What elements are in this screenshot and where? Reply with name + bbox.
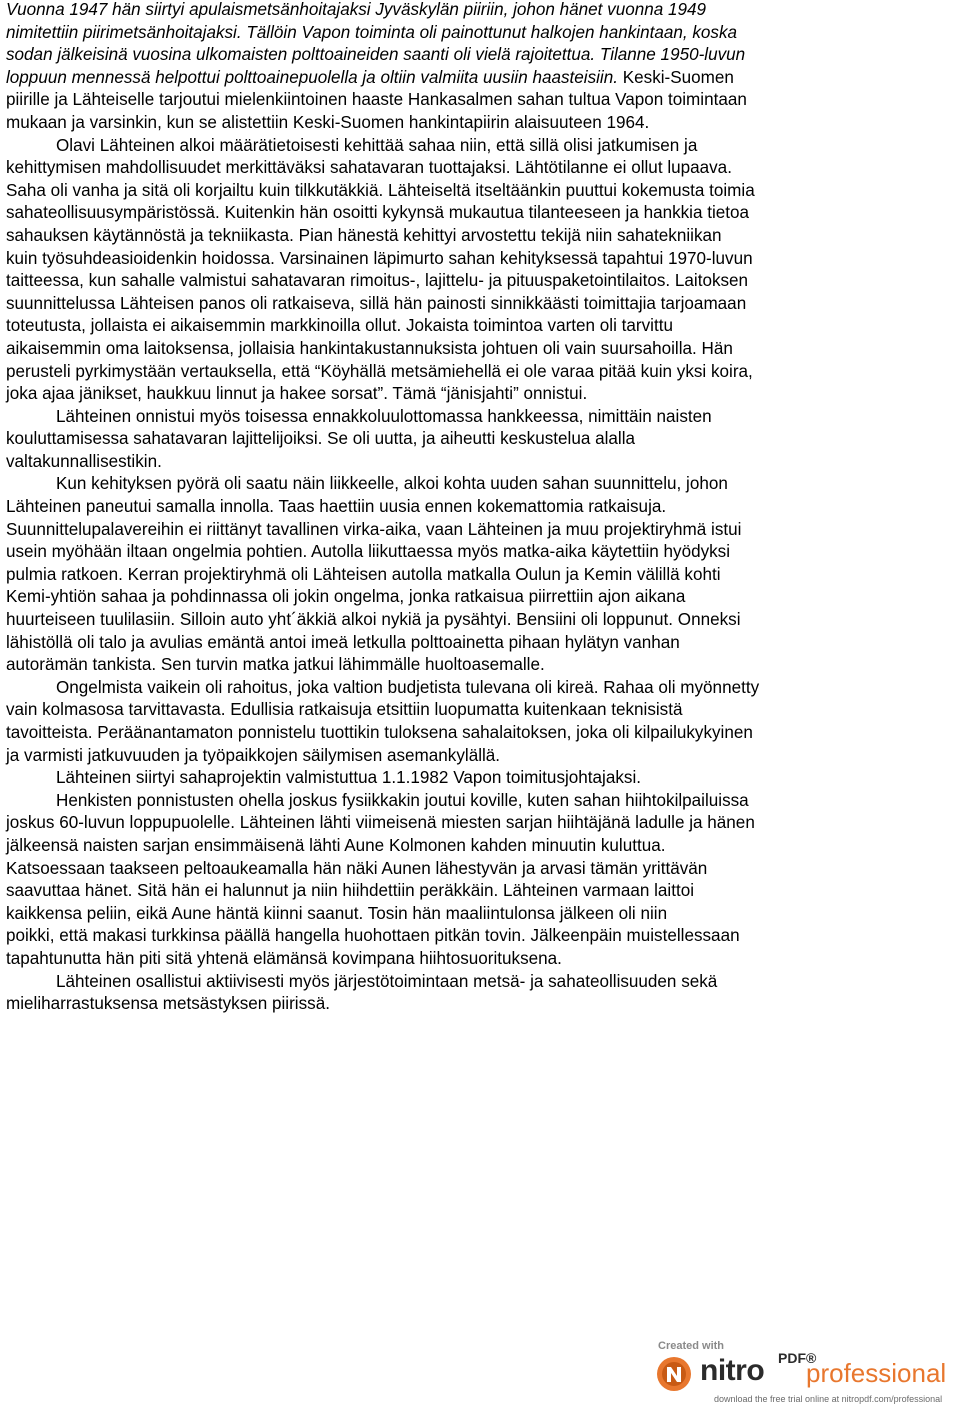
text-line: mukaan ja varsinkin, kun se alistettiin Keski-Suomen hankintapiirin alaisuuteen 1964. (6, 112, 650, 132)
text-line: sodan jälkeisinä vuosina ulkomaisten polttoaineiden saanti oli vielä rajoitettua. Tilanne 1950-luvun (6, 45, 746, 65)
text-line: valtakunnallisestikin. (6, 451, 162, 471)
text-line: aikaisemmin oma laitoksensa, jollaisia hankintakustannuksista johtuen oli vain suursahoilla. Hän (6, 338, 733, 358)
text-line: piirille ja Lähteiselle tarjoutui mielenkiintoinen haaste Hankasalmen sahan tultua Vapon toimintaan (6, 90, 747, 110)
text-line: ja varmisti jatkuvuuden ja työpaikkojen säilymisen asemankylällä. (6, 745, 501, 765)
text-line: joskus 60-luvun loppupuolelle. Lähteinen lähti viimeisenä miesten sarjan hiihtäjänä ladulle ja hänen (6, 813, 755, 833)
text-line: Lähteinen paneutui samalla innolla. Taas haettiin uusia ennen kokemattomia ratkaisuja. (6, 497, 667, 517)
text-line: joka ajaa jänikset, haukkuu linnut ja hakee sorsat”. Tämä “jänisjahti” onnistui. (6, 384, 588, 404)
text-line: sahauksen käytännöstä ja tekniikasta. Pian hänestä kehittyi arvostettu tekijä niin sahatekniikan (6, 225, 722, 245)
text-line: lähistöllä oli talo ja avulias emäntä antoi imeä letkulla polttoainetta pihaan hylätyn vanhan (6, 632, 680, 652)
text-line: huurteiseen tuulilasiin. Silloin auto yht´äkkiä alkoi nykiä ja pysähtyi. Bensiini oli loppunut. Onneksi (6, 610, 741, 630)
text-line: kehittymisen mahdollisuudet merkittäväksi sahatavaran tuottajaksi. Lähtötilanne ei ollut lupaava. (6, 158, 732, 178)
text-line: Kun kehityksen pyörä oli saatu näin liikkeelle, alkoi kohta uuden sahan suunnittelu, johon (56, 474, 728, 494)
text-line: Katsoessaan taakseen peltoaukeamalla hän näki Aunen lähestyvän ja arvasi tämän yrittävän (6, 858, 708, 878)
text-line: usein myöhään iltaan ongelmia pohtien. Autolla liikuttaessa myös matka-aika käytettiin hyödyksi (6, 542, 731, 562)
text-line: Lähteinen onnistui myös toisessa ennakkoluulottomassa hankkeessa, nimittäin naisten (56, 406, 712, 426)
text-line: perusteli pyrkimystään vertauksella, että “Köyhällä metsämiehellä ei ole varaa pitää kuin yksi koira, (6, 361, 753, 381)
watermark-brand: nitro (700, 1354, 765, 1387)
text-line (6, 67, 956, 90)
text-line: suunnittelussa Lähteisen panos oli ratkaiseva, sillä hän painosti sinnikkäästi toimittajia tarjoamaan (6, 293, 747, 313)
text-line: kaikkensa peliin, eikä Aune häntä kiinni saanut. Tosin hän maaliintulonsa jälkeen oli niin (6, 903, 668, 923)
text-line: Saha oli vanha ja sitä oli korjailtu kuin tilkkutäkkiä. Lähteiseltä itseltäänkin puuttui kokemusta toimia (6, 180, 755, 200)
italic-segment: loppuun mennessä helpottui polttoainepuolella ja oltiin valmiita uusiin haasteisiin. (6, 67, 618, 87)
text-line: poikki, että makasi turkkinsa päällä hangella huohottaen pitkän tovin. Jälkeenpäin muistellessaan (6, 926, 740, 946)
text-line: Kemi-yhtiön sahaa ja pohdinnassa oli jokin ongelma, jonka ratkaisua piirrettiin ajon aikana (6, 587, 686, 607)
text-line: jälkeensä naisten sarjan ensimmäisenä lähti Aune Kolmonen kahden minuutin kuluttua. (6, 835, 666, 855)
text-line: pulmia ratkoen. Kerran projektiryhmä oli Lähteisen autolla matkalla Oulun ja Kemin välillä kohti (6, 564, 721, 584)
text-line: kouluttamisessa sahatavaran lajittelijoiksi. Se oli uutta, ja aiheutti keskustelua alalla (6, 429, 636, 449)
text-line: mieliharrastuksensa metsästyksen piirissä. (6, 994, 330, 1014)
upright-segment: Keski-Suomen (617, 67, 734, 87)
text-line: tapahtunutta hän piti sitä yhtenä elämänsä kovimpana hiihtosuorituksena. (6, 948, 562, 968)
text-line: tavoitteista. Peräänantamaton ponnistelu tuottikin tuloksena sahalaitoksen, joka oli kilpailukykyinen (6, 723, 753, 742)
text-line: toteutusta, jollaista ei aikaisemmin markkinoilla ollut. Jokaista toimintoa varten oli tarvittu (6, 316, 673, 336)
text-line: autorämän tankista. Sen turvin matka jatkui lähimmälle huoltoasemalle. (6, 655, 545, 675)
document-body (6, 0, 956, 1016)
text-line: kuin työsuhdeasioidenkin hoidossa. Varsinainen läpimurto sahan kehityksessä tapahtui 1970-luvun (6, 248, 753, 268)
text-line: taitteessa, kun sahalle valmistui sahatavaran rimoitus-, lajittelu- ja pituuspaketointilaitos. Laitoksen (6, 271, 749, 291)
text-line: Olavi Lähteinen alkoi määrätietoisesti kehittää sahaa niin, että sillä olisi jatkumisen ja (56, 135, 698, 155)
nitro-n-icon (656, 1356, 692, 1392)
text-line: Lähteinen osallistui aktiivisesti myös järjestötoimintaan metsä- ja sahateollisuuden sekä (56, 971, 718, 991)
nitro-watermark (650, 1340, 950, 1408)
text-line: nimitettiin piirimetsänhoitajaksi. Tällöin Vapon toiminta oli painottunut halkojen hankintaan, koska (6, 22, 738, 42)
text-line: Suunnittelupalavereihin ei riittänyt tavallinen virka-aika, vaan Lähteinen ja muu projektiryhmä istui (6, 519, 742, 539)
text-line: sahateollisuusympäristössä. Kuitenkin hän osoitti kykynsä mukautua tilanteeseen ja hankkia tietoa (6, 203, 750, 223)
text-line: Lähteinen siirtyi sahaprojektin valmistuttua 1.1.1982 Vapon toimitusjohtajaksi. (56, 768, 642, 788)
text-line: saavuttaa hänet. Sitä hän ei halunnut ja niin hiihdettiin peräkkäin. Lähteinen varmaan laittoi (6, 881, 695, 901)
text-line: vain kolmasosa tarvittavasta. Edullisia ratkaisuja etsittiin luopumatta kuitenkaan teknisistä (6, 700, 683, 720)
watermark-pdf-mark: PDF® (778, 1350, 817, 1366)
text-line: Henkisten ponnistusten ohella joskus fysiikkakin joutui koville, kuten sahan hiihtokilpailuissa (56, 790, 749, 810)
watermark-footer: download the free trial online at nitropdf.com/professional (714, 1394, 943, 1404)
watermark-edition: professional (806, 1358, 947, 1388)
text-line: Ongelmista vaikein oli rahoitus, joka valtion budjetista tulevana oli kireä. Rahaa oli myönnetty (56, 677, 760, 697)
text-line: Vuonna 1947 hän siirtyi apulaismetsänhoitajaksi Jyväskylän piiriin, johon hänet vuonna 1949 (6, 0, 707, 19)
watermark-created-with: Created with (658, 1340, 725, 1352)
